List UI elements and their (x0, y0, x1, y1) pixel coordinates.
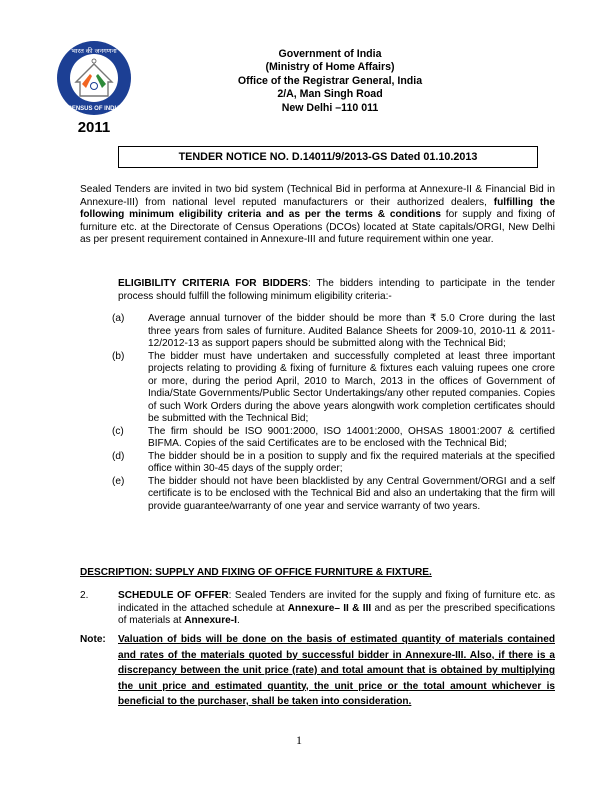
logo-year: 2011 (77, 119, 111, 136)
eligibility-paragraph (118, 278, 555, 303)
office-header (190, 48, 470, 115)
header-line: (Ministry of Home Affairs) (265, 61, 395, 74)
item-label: (b) (112, 350, 125, 362)
list-item (112, 313, 555, 351)
item-label: (a) (112, 313, 125, 324)
note-label: Note: (80, 634, 106, 645)
schedule-number: 2. (80, 590, 89, 601)
item-label: (d) (112, 450, 125, 462)
note-text: Valuation of bids will be done on the basis of estimated quantity of materials contained and rates of the materials quoted by successful bidder in Annexure-III. Also, if there is a discrepancy between the unit price (rate) and total amount that is obtained by multiplying the unit price and estimated quantity, the unit price or the total amount whichever is beneficial to the purchaser, shall be taken into consideration. (118, 634, 555, 707)
item-text: Average annual turnover of the bidder should be more than ₹ 5.0 Crore during the last three years from sales of furniture. Audited Balance Sheets for 2009-10, 2010-11 & 2011-12/2012-13 as support papers should be submitted along with the Technical Bid; (148, 313, 555, 349)
schedule-heading: SCHEDULE OF OFFER (118, 590, 229, 601)
logo-hindi-text: भारत की जनगणना (71, 47, 117, 55)
item-text: The bidder should be in a position to supply and fix the required materials at the specified office within 30-45 days of the supply order; (148, 450, 555, 474)
eligibility-text: : The bidders intending to participate in the tender process should fulfill the following minimum eligibility criteria:- (118, 278, 555, 302)
schedule-text-part: and as per the prescribed specifications of materials at (118, 602, 555, 626)
item-text: The bidder should not have been blacklisted by any Central Government/ORGI and a self certificate is to be enclosed with the Technical Bid and also an undertaking that the firm will provide guarantee/warranty of one year and service warranty of two years. (148, 475, 555, 512)
logo-inner (70, 54, 118, 102)
note-paragraph (80, 632, 555, 710)
annexure-ref: Annexure-I (184, 615, 237, 626)
item-text: The firm should be ISO 9001:2000, ISO 14001:2000, OHSAS 18001:2007 & certified BIFMA. Copies of the said Certificates are to be enclosed with the Technical Bid; (148, 425, 555, 449)
schedule-text-part: : Sealed Tenders are invited for the supply and fixing of furniture etc. as indicated in the attached schedule at (118, 590, 556, 614)
eligibility-heading: ELIGIBILITY CRITERIA FOR BIDDERS (118, 278, 308, 289)
census-logo (56, 40, 132, 116)
list-item (112, 476, 555, 514)
list-item (112, 351, 555, 426)
logo-english-text: CENSUS OF INDIA (67, 106, 121, 112)
intro-paragraph (80, 184, 555, 247)
intro-bold-text: fulfilling the following minimum eligibility criteria and as per the terms & conditions (80, 196, 556, 220)
schedule-text (118, 590, 555, 628)
header-line: New Delhi –110 011 (281, 101, 379, 114)
header-line: Government of India (278, 48, 382, 60)
intro-text: Sealed Tenders are invited in two bid system (Technical Bid in performa at Annexure-II & Financial Bid in Annexure-III) from national level reputed manufacturers or their authorized dealers, (80, 184, 555, 208)
annexure-ref: Annexure– II & III (287, 602, 372, 614)
schedule-text-part: . (236, 615, 240, 626)
header-line: Office of the Registrar General, India (237, 74, 423, 87)
header-line: 2/A, Man Singh Road (277, 88, 383, 101)
description-heading: DESCRIPTION: SUPPLY AND FIXING OF OFFICE FURNITURE & FIXTURE. (80, 567, 432, 578)
eligibility-list (112, 313, 555, 513)
intro-text: for supply and fixing of furniture etc. at the Directorate of Census Operations (DCOs) located at State capitals/ORGI, New Delhi as per present requirement contained in Annexure-III and future requirement within one year. (80, 209, 555, 245)
list-item (112, 426, 555, 451)
item-label: (c) (112, 425, 124, 437)
item-label: (e) (112, 475, 125, 487)
tender-notice-title: TENDER NOTICE NO. D.14011/9/2013-GS Dated 01.10.2013 (118, 146, 538, 168)
schedule-paragraph (80, 590, 555, 628)
list-item (112, 451, 555, 476)
census-emblem-icon (56, 40, 132, 116)
item-text: The bidder must have undertaken and successfully completed at least three important projects relating to providing & fixing of furniture & fixtures each valuing rupees one crore or more, during the period April, 2010 to March, 2013 in the offices of Government of India/State Governments/Public Sector Undertakings/any other reputed companies. Copies of such Work Orders during the above years alongwith work completion certificates should be submitted with the Technical Bid; (148, 350, 555, 424)
page-number: 1 (296, 733, 302, 747)
